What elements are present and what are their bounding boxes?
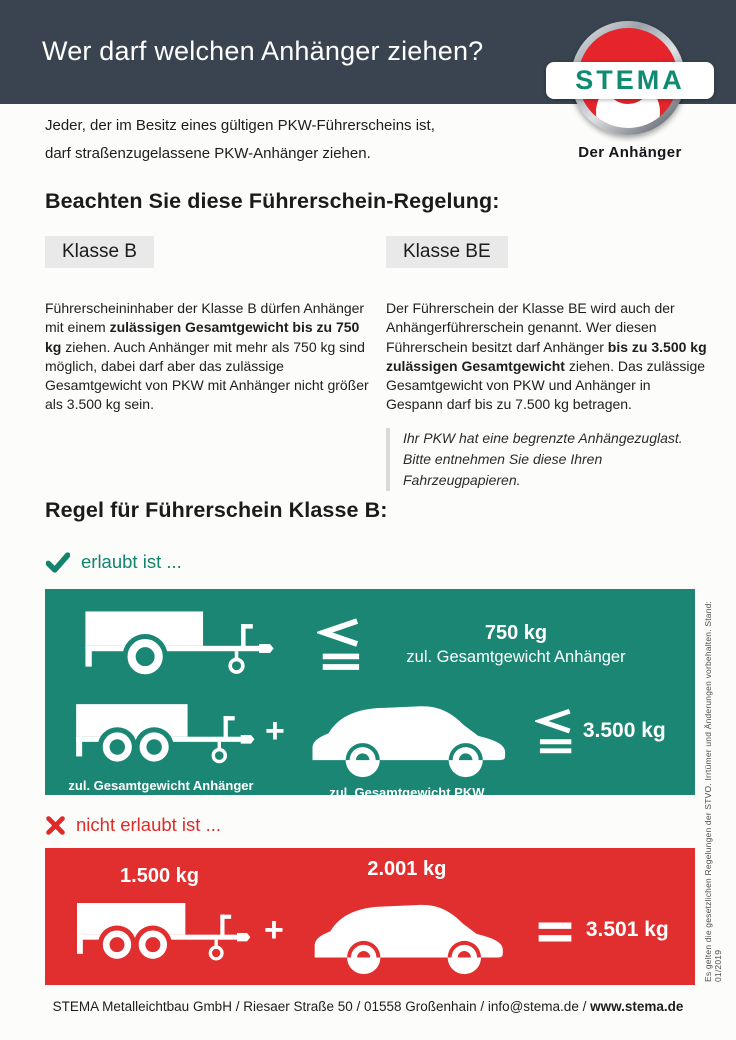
not-allowed-label: nicht erlaubt ist ... (76, 814, 221, 835)
allowed-label: erlaubt ist ... (81, 551, 182, 572)
car-icon (294, 891, 520, 975)
pkw-note-line2: Bitte entnehmen Sie diese Ihren Fahrzeugpapieren. (403, 450, 603, 488)
section1-heading: Beachten Sie diese Führerschein-Regelung: (45, 189, 500, 213)
allowed-row1-text (361, 622, 671, 667)
allowed-row-1 (45, 589, 695, 684)
badge-klasse-b: Klasse B (45, 236, 154, 268)
x-icon (46, 816, 65, 835)
pkw-note (386, 428, 710, 491)
legal-sidenote: Es gelten die gesetzlichen Regelungen der STVO. Irrtümer und Änderungen vorbehalten. Stand: 01/2019 (703, 600, 723, 982)
intro-line-1: Jeder, der im Besitz eines gültigen PKW-Führerscheins ist, (45, 117, 435, 134)
car-weight-label: zul. Gesamtgewicht PKW (329, 785, 485, 800)
car-block (293, 692, 521, 800)
allowed-panel (45, 589, 695, 800)
klasse-be-seg1: Der Führerschein der Klasse BE wird auch der Anhängerführerschein genannt. Wer diesen Führerschein besitzt darf Anhänger (386, 300, 675, 355)
badge-klasse-be: Klasse BE (386, 236, 508, 268)
allowed-row-2 (45, 684, 695, 800)
klasse-be-text (386, 299, 710, 415)
trailer-double-axle-icon (67, 898, 252, 968)
klasse-be-seg2-bold: bis zu 3.500 kg zulässigen Gesamtgewicht (386, 338, 707, 374)
trailer-block (67, 699, 255, 793)
trailer-weight-label: zul. Gesamtgewicht Anhänger (68, 778, 254, 793)
car-icon (293, 692, 521, 778)
total-weight-value: 3.501 kg (585, 917, 669, 941)
allowed-row (46, 551, 182, 573)
car-weight-value: 2.001 kg (367, 858, 447, 880)
stema-logo (546, 18, 714, 166)
less-equal-icon (535, 707, 573, 755)
klasse-b-seg2-bold: zulässigen Gesamtgewicht bis zu 750 kg (45, 319, 360, 355)
check-icon (46, 552, 70, 573)
pkw-note-line1: Ihr PKW hat eine begrenzte Anhängezuglast. (403, 429, 683, 446)
footer-website-link[interactable]: www.stema.de (590, 999, 684, 1014)
not-allowed-panel (45, 848, 695, 985)
trailer-max-weight-label: zul. Gesamtgewicht Anhänger (406, 647, 626, 666)
logo-band (546, 62, 714, 99)
trailer-double-axle-icon (67, 699, 255, 771)
trailer-max-weight: 750 kg (484, 621, 548, 644)
footer-contact (0, 999, 736, 1014)
not-allowed-row (46, 814, 221, 836)
intro-line-2: darf straßenzugelassene PKW-Anhänger ziehen. (45, 145, 371, 162)
footer-address: STEMA Metalleichtbau GmbH / Riesaer Straße 50 / 01558 Großenhain / info@stema.de / (52, 999, 591, 1014)
trailer-weight-value: 1.500 kg (120, 865, 199, 887)
page-title: Wer darf welchen Anhänger ziehen? (42, 36, 484, 66)
intro-paragraph (45, 112, 435, 168)
car-block (294, 858, 520, 975)
plus-sign: + (264, 910, 284, 949)
section2-heading: Regel für Führerschein Klasse B: (45, 498, 388, 522)
plus-sign: + (265, 712, 285, 750)
klasse-b-text (45, 299, 375, 415)
klasse-b-seg1: Führerscheininhaber der Klasse B dürfen Anhänger mit einem (45, 300, 365, 336)
logo-brand-text: STEMA (575, 65, 685, 95)
klasse-be-column (386, 299, 710, 491)
trailer-single-axle-icon (75, 606, 275, 682)
equals-icon (536, 922, 574, 942)
trailer-block (67, 865, 252, 968)
less-equal-icon (317, 617, 361, 671)
klasse-be-seg3: ziehen. Das zulässige Gesamtgewicht von PKW und Anhänger in Gespann darf bis zu 7.500 kg betragen. (386, 357, 706, 413)
klasse-b-seg3: ziehen. Auch Anhänger mit mehr als 750 kg sind möglich, dabei darf aber das zulässige Gesamtgewicht von PKW mit Anhänger nicht größer als 3.500 kg sein. (45, 338, 369, 413)
logo-tagline: Der Anhänger (578, 144, 682, 161)
combined-max-weight: 3.500 kg (582, 719, 666, 742)
